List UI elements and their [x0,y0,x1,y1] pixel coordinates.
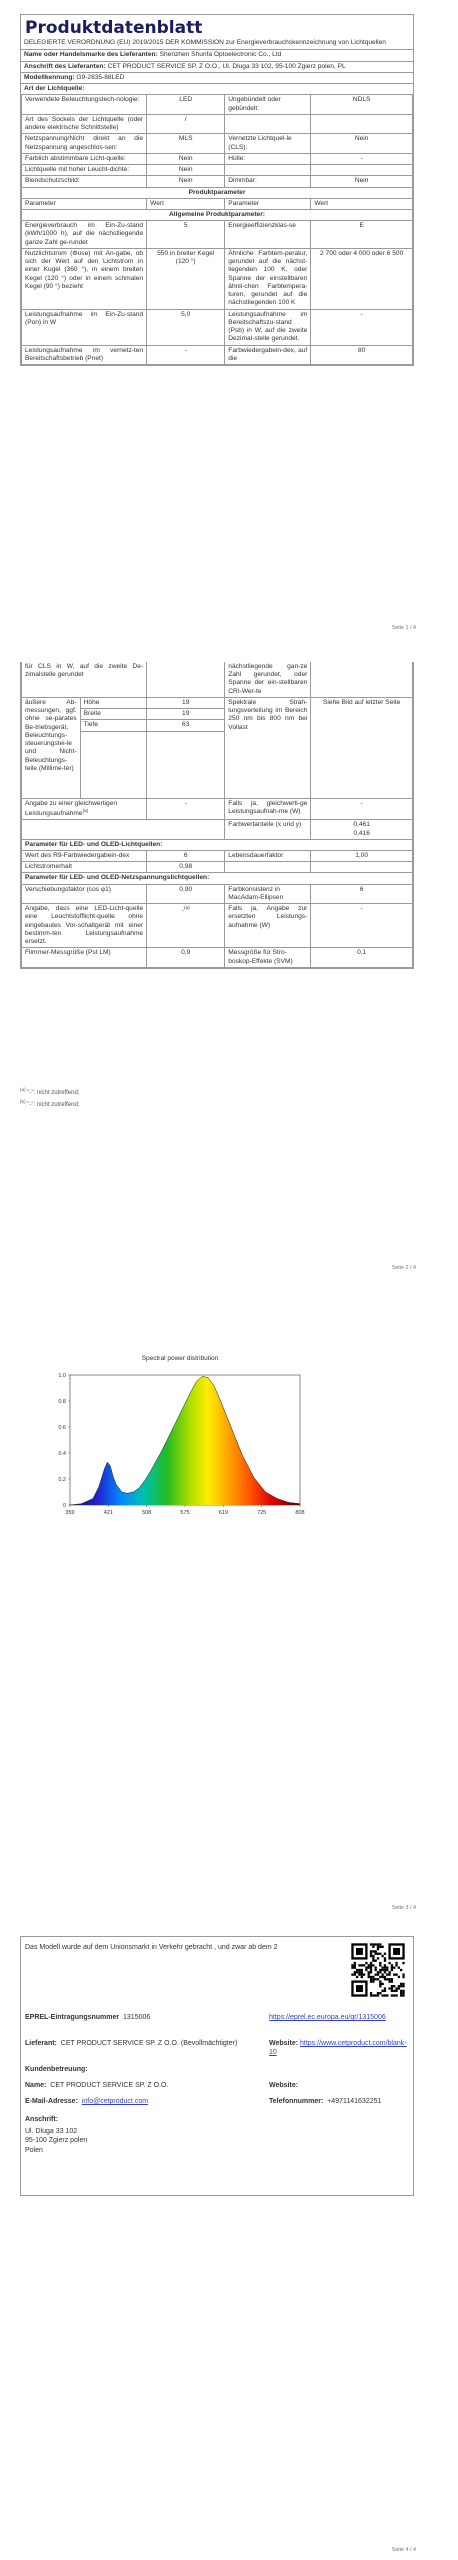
general-param-label-2: Farbwiedergabein-dex, auf die [225,345,311,364]
continued-params-table [21,662,413,968]
footnote-b: $^{(b)}$ "-": nicht zutreffend; [20,1099,80,1108]
flicker-label: Flimmer-Messgröße (Pst LM) [22,948,147,967]
type-param-value-2 [311,165,413,176]
width-value: 19 [147,709,225,720]
replacement-claim-value: -$^{(a)}$ [147,904,225,948]
type-row [22,95,413,114]
type-param-value: Nein [147,176,225,187]
width-label: Breite [80,709,146,720]
page-title: Produktdatenblatt [25,18,203,38]
spectral-label: Spektrale Strah-lungsverteilung im Bereich 250 nm bis 800 nm bei Vollast [225,697,311,798]
svm-value: 0,1 [311,948,413,967]
contact-box [20,1936,414,2196]
general-param-label: Leistungsaufnahme im Ein-Zu-stand (Pon) in W [22,309,147,345]
type-param-value-2: - [311,153,413,164]
eprel-label: EPREL-Eintragungsnummer [25,2014,120,2021]
supplier-name-value: Shenzhen Shunfa Optoelectronic Co., Ltd [159,51,282,59]
type-param-label-2 [225,165,311,176]
general-param-row [22,309,413,345]
address-line: Ul. Dluga 33 102 [25,2128,78,2135]
type-param-label-2: Dimmbar: [225,176,311,187]
x-tick-label: 619 [218,1510,228,1516]
page-3 [0,1280,458,1920]
supplier-address-label: Anschrift des Lieferanten: [24,62,106,70]
eprel-number: 1315006 [123,2014,151,2021]
type-row [22,165,413,176]
supplier-label: Lieferant: [25,2040,57,2047]
general-param-value: - [147,345,225,364]
flicker-value: 0,9 [147,948,225,967]
lifetime-factor-value: 1,00 [311,851,413,862]
general-param-label: Nutzlichtstrom (Φuse) mit An-gabe, ob sich der Wert auf den Lichtstrom in einer Kugel (360 °), in einem breiten Kegel (120 °) oder in einem schmalen Kegel (90 °) bezieht [22,248,147,309]
cs-name-row [25,2081,257,2090]
x-tick-label: 421 [103,1510,113,1516]
svm-label: Messgröße für Stro-boskop-Effekte (SVM) [225,948,311,967]
type-param-value: LED [147,95,225,114]
address-line: Polen [25,2146,43,2154]
lumen-maintenance-label: Lichtstromerhalt [22,862,147,873]
footnote-a: $^{(a)}$ "-": nicht zutreffend; [20,1087,80,1096]
supplier-name-row [21,49,413,60]
website-row [269,2039,409,2058]
email-row [25,2097,257,2106]
y-tick-label: 0.2 [58,1477,66,1483]
y-tick-label: 0.6 [58,1425,66,1431]
x-tick-label: 808 [295,1510,305,1516]
model-label: Modellkennung: [24,73,75,81]
page-footer: Seite 1 / 4 [391,625,416,631]
market-intro: Das Modell wurde auf dem Unionsmarkt in Verkehr gebracht , und zwar ab dem 2 [25,1944,278,1951]
phone-label: Telefonnummer: [269,2098,324,2105]
type-param-label: Art des Sockels der Lichtquelle (oder andere elektrische Schnittstelle) [22,114,147,133]
general-param-label-2: Ähnliche Farbtem-peratur, gerundet auf die nächst-liegenden 100 K, oder Spanne der einstellbaren ähnli-chen Farbtempera-turen, gerundet auf die nächstliegenden 100 K [225,248,311,309]
color-consistency-label: Farbkonsistenz in MacAdam-Ellipsen [225,884,311,903]
type-table [21,94,413,187]
type-row [22,114,413,133]
equivalent-power-label: Falls ja, gleichwerti-ge Leistungsaufnah-me (W) [225,798,311,820]
general-param-value-2: 2 700 oder 4 000 oder 6 500 [311,248,413,309]
general-param-value: 550 in breiter Kegel (120 °) [147,248,225,309]
pnet-continued-label: für CLS in W, auf die zweite De-zimalstelle gerundet [22,662,147,697]
equivalent-power-claim-label: Angabe zu einer gleichwertigen Leistungsaufnahme$^{(a)}$ [22,798,147,820]
type-row [22,176,413,187]
type-row [22,153,413,164]
supplier-name-label: Name oder Handelsmarke des Lieferanten: [24,51,158,59]
supplier-address-value: CET PRODUCT SERVICE SP. Z O.O., Ul. Dluga 33 102, 95-100 Zgierz polen, PL [107,62,346,70]
cs-name-label: Name: [25,2082,47,2089]
depth-value: 63 [147,720,225,731]
product-params-heading: Produktparameter [22,187,413,198]
address-label: Anschrift: [25,2116,59,2123]
spectral-power-chart [40,1350,320,1520]
model-row [21,72,413,83]
lumen-maintenance-value: 0,98 [147,862,225,873]
replacement-power-value: - [311,904,413,948]
type-param-value: Nein [147,153,225,164]
eprel-link[interactable]: https://eprel.ec.europa.eu/qr/1315006 [269,2014,386,2021]
x-tick-label: 508 [142,1510,152,1516]
col-header-param-2: Parameter [225,198,311,209]
website-label: Website: [269,2040,299,2047]
product-params-table [21,187,413,365]
model-value: G9-2835-88LED [76,73,125,81]
type-row [22,134,413,153]
type-param-label-2 [225,114,311,133]
x-tick-label: 575 [180,1510,190,1516]
type-param-value: Nein [147,165,225,176]
customer-service-heading: Kundenbetreuung: [25,2066,88,2073]
type-param-label: Lichtquelle mit hoher Leucht-dichte: [22,165,147,176]
general-param-label-2: Leistungsaufnahme im Bereitschaftszu-stand (Psb) in W, auf die zweite Dezimal-stelle gerundet. [225,309,311,345]
website-link[interactable]: https://www.cetproduct.com/blank-10 [269,2040,407,2057]
y-tick-label: 0 [62,1503,66,1509]
chromaticity-values: 0,461 0,416 [311,820,413,839]
chromaticity-label: Farbwertanteile (x und y) [225,820,311,839]
general-param-label-2: Energieeffizienzklas-se [225,221,311,249]
type-param-value: MLS [147,134,225,153]
equivalent-power-claim-value: - [147,798,225,820]
supplier-row [25,2039,257,2048]
type-param-label-2: Hülle: [225,153,311,164]
supplier-address-row [21,61,413,72]
page-1 [0,0,458,640]
datasheet-page-1 [20,14,414,366]
height-label: Höhe [80,697,146,708]
dimensions-label: äußere Ab-messungen, ggf. ohne se-parates Be-triebsgerät, Beleuchtungs-steuerungstei-le und Nicht-Beleuchtungs-teile (Millime-ter) [22,697,81,798]
r9-label: Wert des R9-Farbwiedergabein-dex [22,851,147,862]
page-2 [0,640,458,1280]
address-block [25,2127,87,2155]
replacement-claim-label: Angabe, dass eine LED-Licht-quelle eine Leuchtstofflicht-quelle ohne eingebautes Vor-schaltgerät mit einer bestimm-ten Leistungsaufnahme ersetzt. [22,904,147,948]
cri-continued-label: nächstliegende gan-ze Zahl gerundet, oder Spanne der ein-stellbaren CRI-Wer-te [225,662,311,697]
equivalent-power-value: - [311,798,413,820]
col-header-param: Parameter [22,198,147,209]
general-param-row [22,248,413,309]
regulation-text: DELEGIERTE VERORDNUNG (EU) 2019/2015 DER KOMMISSION zur Energieverbrauchskennzeichnung von Lichtquellen [24,39,386,47]
type-param-label: Blendschutzschild: [22,176,147,187]
power-factor-label: Verschiebungsfaktor (cos φ1) [22,884,147,903]
led-params-heading: Parameter für LED- und OLED-Lichtquellen: [22,839,413,850]
page-4 [0,1920,458,2560]
phone-row [269,2097,409,2106]
spectrum-fill [70,1376,300,1505]
type-param-value-2: Nein [311,176,413,187]
replacement-power-label: Falls ja, Angabe zur ersetzten Leistungs-aufnahme (W) [225,904,311,948]
y-tick-label: 0.8 [58,1399,66,1405]
page-footer: Seite 4 / 4 [391,2547,416,2553]
spectral-value: Siehe Bild auf letzter Seite [311,697,413,798]
type-param-value-2: Nein [311,134,413,153]
depth-label: Tiefe [80,720,146,731]
general-param-value-2: E [311,221,413,249]
type-param-value-2: NDLS [311,95,413,114]
general-params-heading: Allgemeine Produktparameter: [22,210,413,221]
phone-value: +4971141632251 [327,2098,382,2105]
general-param-value: 5,0 [147,309,225,345]
power-factor-value: 0,90 [147,884,225,903]
type-param-label: Verwendete Beleuchtungstech-nologie: [22,95,147,114]
type-param-label-2: Vernetzte Lichtquel-le (CLS): [225,134,311,153]
cs-name-value: CET PRODUCT SERVICE SP. Z O.O. [50,2082,169,2089]
general-param-label: Energieverbrauch im Ein-Zu-stand (kWh/1000 h), auf die nächstliegende ganze Zahl ge-rundet [22,221,147,249]
datasheet-page-2 [20,662,414,969]
general-param-row [22,345,413,364]
col-header-value-2: Wert [311,198,413,209]
y-tick-label: 1.0 [58,1373,66,1379]
qr-code [349,1941,407,1999]
type-param-value: / [147,114,225,133]
y-tick-label: 0.4 [58,1451,66,1457]
eprel-row [25,2013,255,2022]
general-param-label: Leistungsaufnahme im vernetz-ten Bereitschaftsbetrieb (Pnet) [22,345,147,364]
mains-params-heading: Parameter für LED- und OLED-Netzspannungslichtquellen: [22,873,413,884]
type-param-value-2 [311,114,413,133]
color-consistency-value: 6 [311,884,413,903]
general-param-value: 5 [147,221,225,249]
type-param-label-2: Ungebündelt oder gebündelt: [225,95,311,114]
type-param-label: Netzspannung/Nicht direkt an die Netzspannung angeschlos-sen: [22,134,147,153]
cs-website-label: Website: [269,2082,299,2089]
r9-value: 6 [147,851,225,862]
page-footer: Seite 2 / 4 [391,1265,416,1271]
chart-title: Spectral power distribution [141,1355,219,1362]
page-footer: Seite 3 / 4 [391,1905,416,1911]
email-link[interactable]: info@cetproduct.com [81,2098,149,2105]
email-label: E-Mail-Adresse: [25,2098,78,2105]
type-heading: Art der Lichtquelle: [21,83,413,95]
height-value: 19 [147,697,225,708]
type-param-label: Farblich abstimmbare Licht-quelle: [22,153,147,164]
x-tick-label: 359 [65,1510,75,1516]
general-param-value-2: 80 [311,345,413,364]
x-tick-label: 725 [257,1510,267,1516]
general-param-row [22,221,413,249]
address-line: 95-100 Zgierz polen [25,2137,88,2145]
col-header-value: Wert [147,198,225,209]
lifetime-factor-label: Lebensdauerfaktor [225,851,311,862]
supplier-value: CET PRODUCT SERVICE SP. Z O.O. (Bevollmächtigter) [60,2040,238,2047]
general-param-value-2: - [311,309,413,345]
